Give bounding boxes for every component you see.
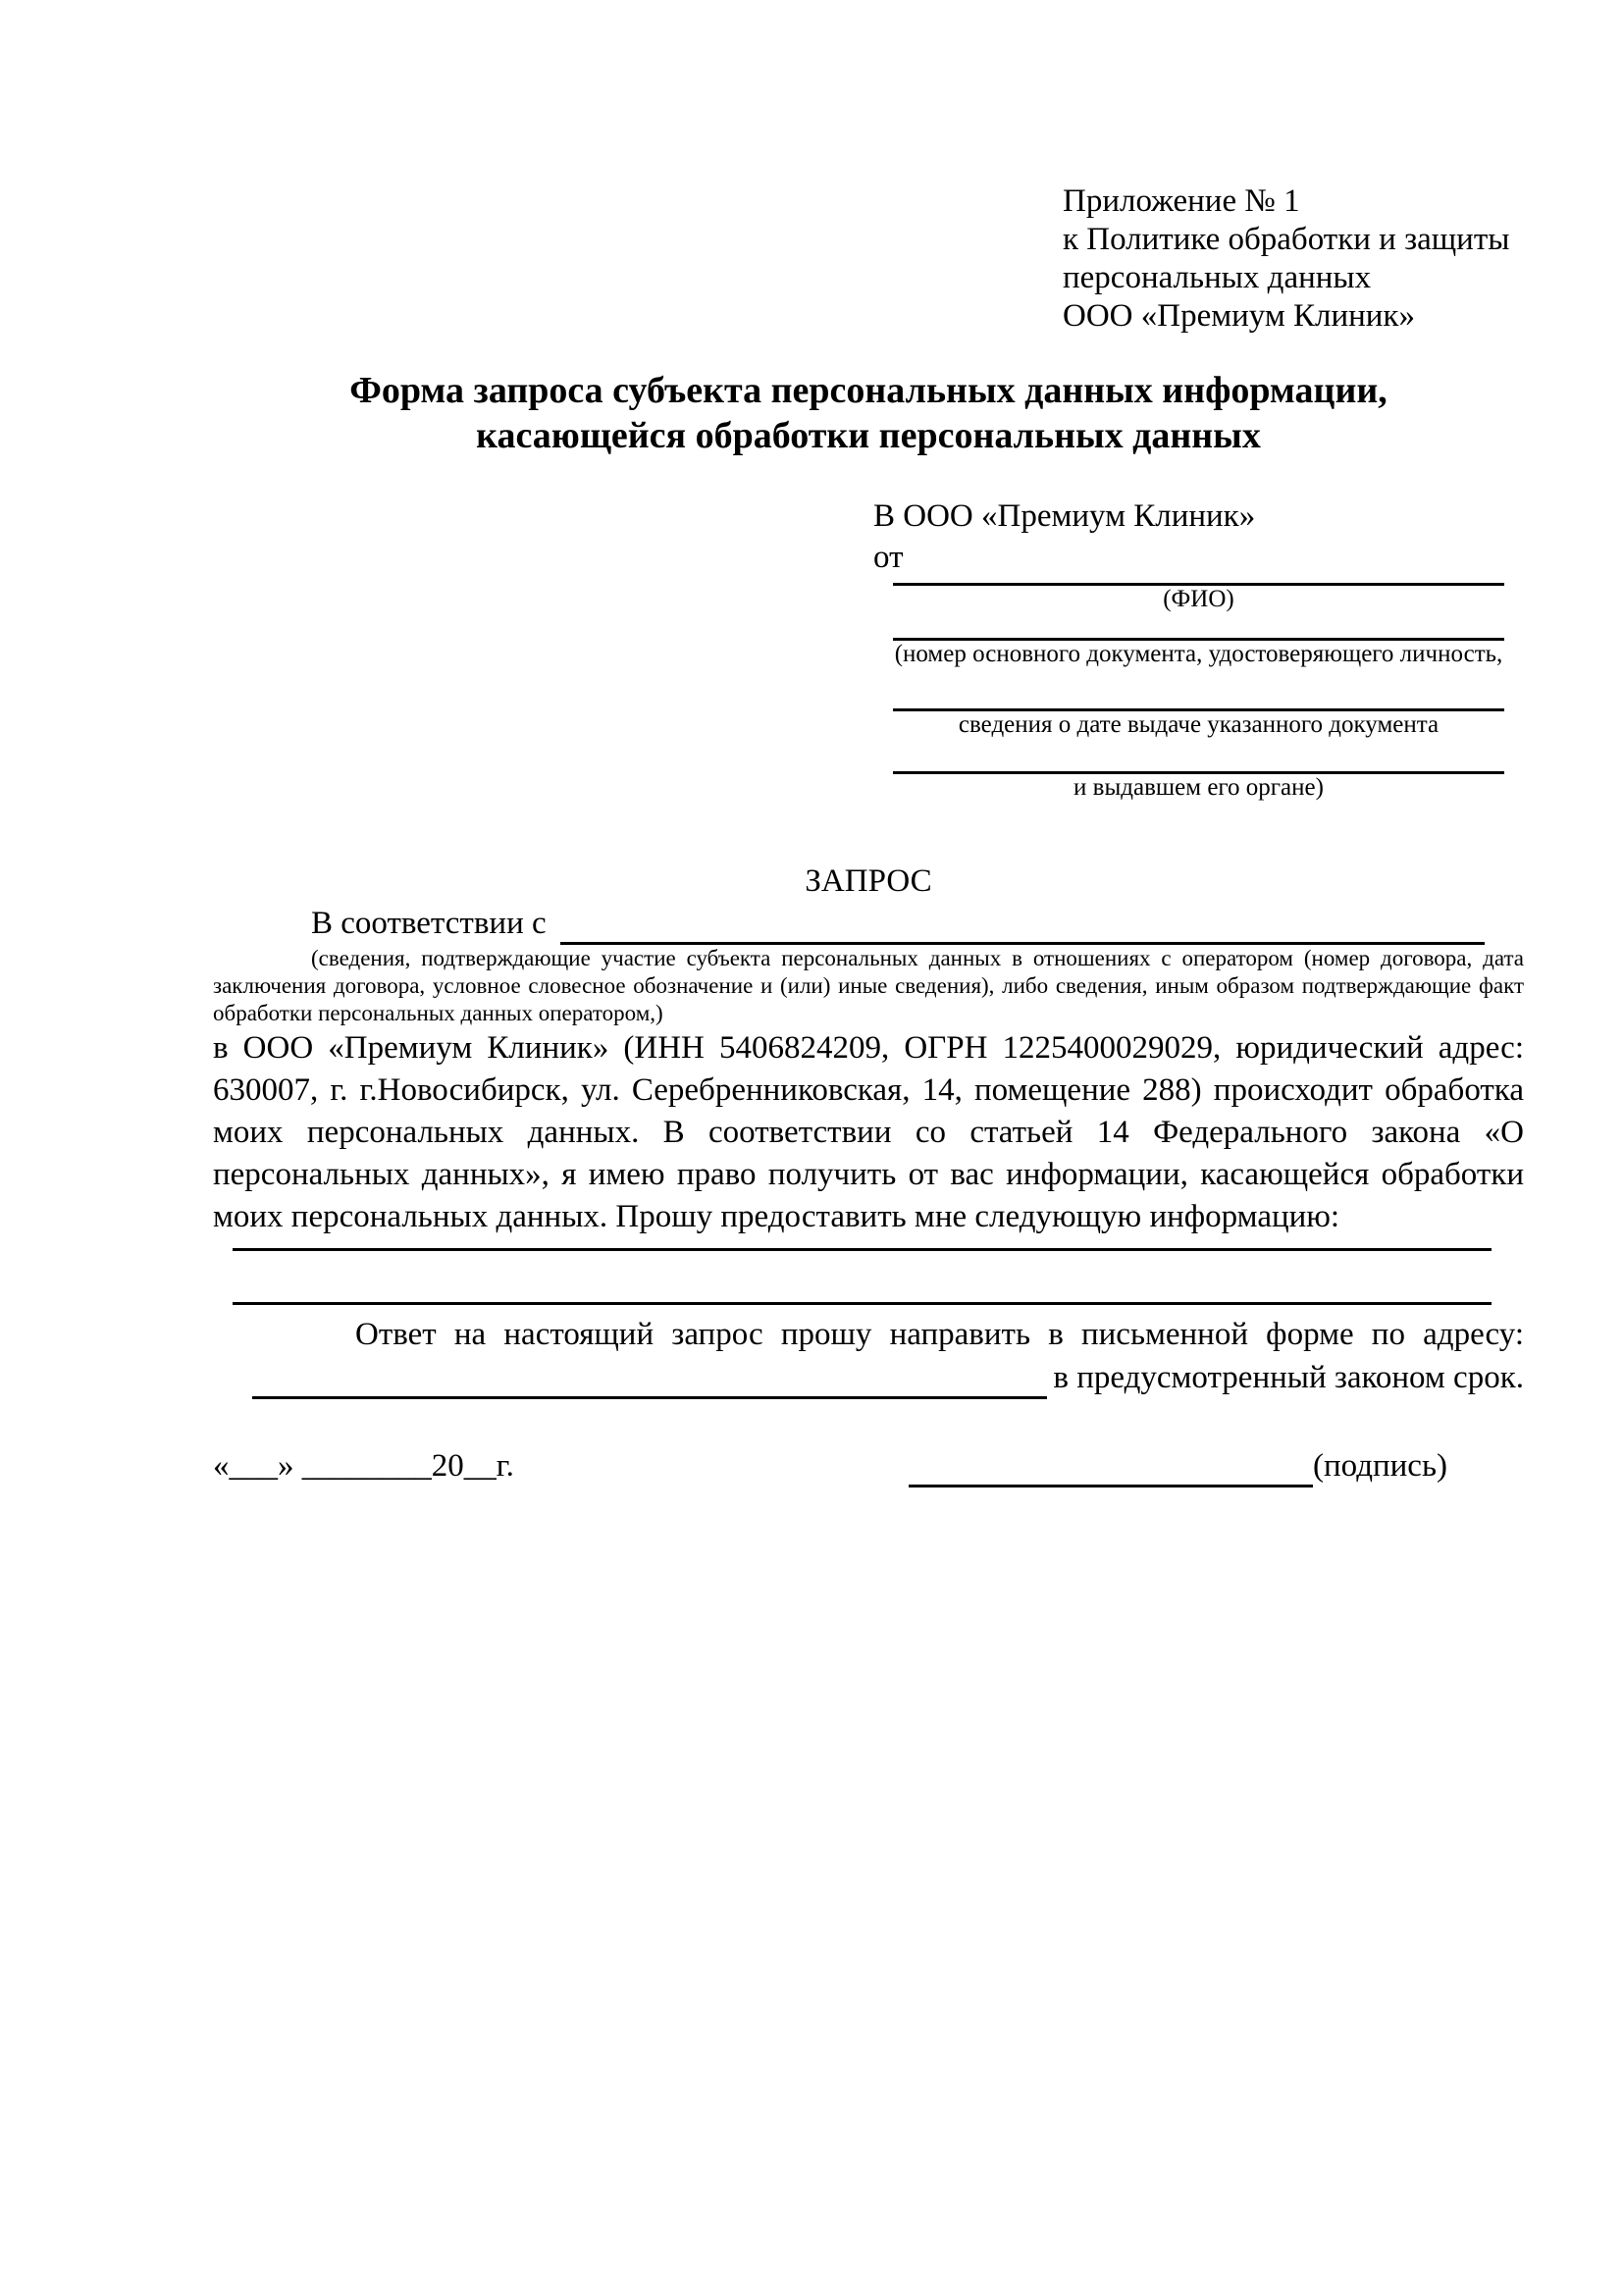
signature-caption: (подпись) xyxy=(1313,1448,1447,1484)
form-title-line: касающейся обработки персональных данных xyxy=(476,415,1261,456)
date-field: «___» ________20__г. xyxy=(213,1448,514,1484)
addressee-fields xyxy=(893,578,1504,802)
issuing-authority-field-caption: и выдавшем его органе) xyxy=(1073,774,1324,801)
appendix-line: персональных данных xyxy=(1063,260,1372,295)
appendix-line: Приложение № 1 xyxy=(1063,183,1300,219)
compliance-field-line xyxy=(560,908,1485,945)
issue-date-field xyxy=(893,668,1504,739)
issuing-authority-field xyxy=(893,739,1504,802)
issue-date-field-line xyxy=(893,668,1504,711)
reply-request-line: Ответ на настоящий запрос прошу направить в письменной форме по адресу: xyxy=(355,1317,1524,1352)
fio-field-caption: (ФИО) xyxy=(1163,586,1234,612)
signature-field xyxy=(909,1444,1447,1487)
issuing-authority-field-line xyxy=(893,739,1504,774)
reply-address-row xyxy=(213,1356,1524,1399)
document-number-field-caption: (номер основного документа, удостоверяющего личность, xyxy=(894,641,1503,667)
appendix-line: ООО «Премиум Клиник» xyxy=(1063,298,1415,334)
fio-field-line xyxy=(893,578,1504,586)
compliance-row xyxy=(213,902,1485,945)
date-signature-row xyxy=(213,1444,1524,1487)
addressee-to: В ООО «Премиум Клиник» xyxy=(873,498,1256,534)
form-title xyxy=(213,368,1524,458)
from-label: от xyxy=(873,540,904,575)
addressee-block xyxy=(213,496,1524,802)
compliance-label: В соответствии с xyxy=(311,906,547,941)
fio-field xyxy=(893,578,1504,613)
requested-info-field-line-2 xyxy=(233,1302,1492,1305)
reply-suffix: в предусмотренный законом срок. xyxy=(1053,1360,1524,1395)
address-field-line xyxy=(252,1362,1047,1399)
appendix-line: к Политике обработки и защиты xyxy=(1063,222,1510,257)
signature-field-line xyxy=(909,1450,1313,1487)
form-title-line: Форма запроса субъекта персональных данных информации, xyxy=(349,370,1387,411)
document-number-field xyxy=(893,613,1504,668)
request-heading: ЗАПРОС xyxy=(805,863,932,899)
issue-date-field-caption: сведения о дате выдаче указанного документа xyxy=(958,711,1440,738)
requested-info-field-line-1 xyxy=(233,1248,1492,1251)
compliance-caption: (сведения, подтверждающие участие субъекта персональных данных в отношениях с оператором (номер договора, дата заключения договора, условное словесное обозначение и (или) иные сведения), либо сведения, иным образом подтверждающие факт обработки персональных данных оператором,) xyxy=(213,946,1524,1025)
appendix-header xyxy=(1063,183,1524,336)
request-body-paragraph: в ООО «Премиум Клиник» (ИНН 5406824209, ОГРН 1225400029029, юридический адрес: 630007, г. г.Новосибирск, ул. Серебренниковская, 14, помещение 288) происходит обработка моих персональных данных. В соответствии со статьей 14 Федерального закона «О персональных данных», я имею право получить от вас информации, касающейся обработки моих персональных данных. Прошу предоставить мне следующую информацию: xyxy=(213,1030,1524,1234)
document-number-field-line xyxy=(893,613,1504,641)
